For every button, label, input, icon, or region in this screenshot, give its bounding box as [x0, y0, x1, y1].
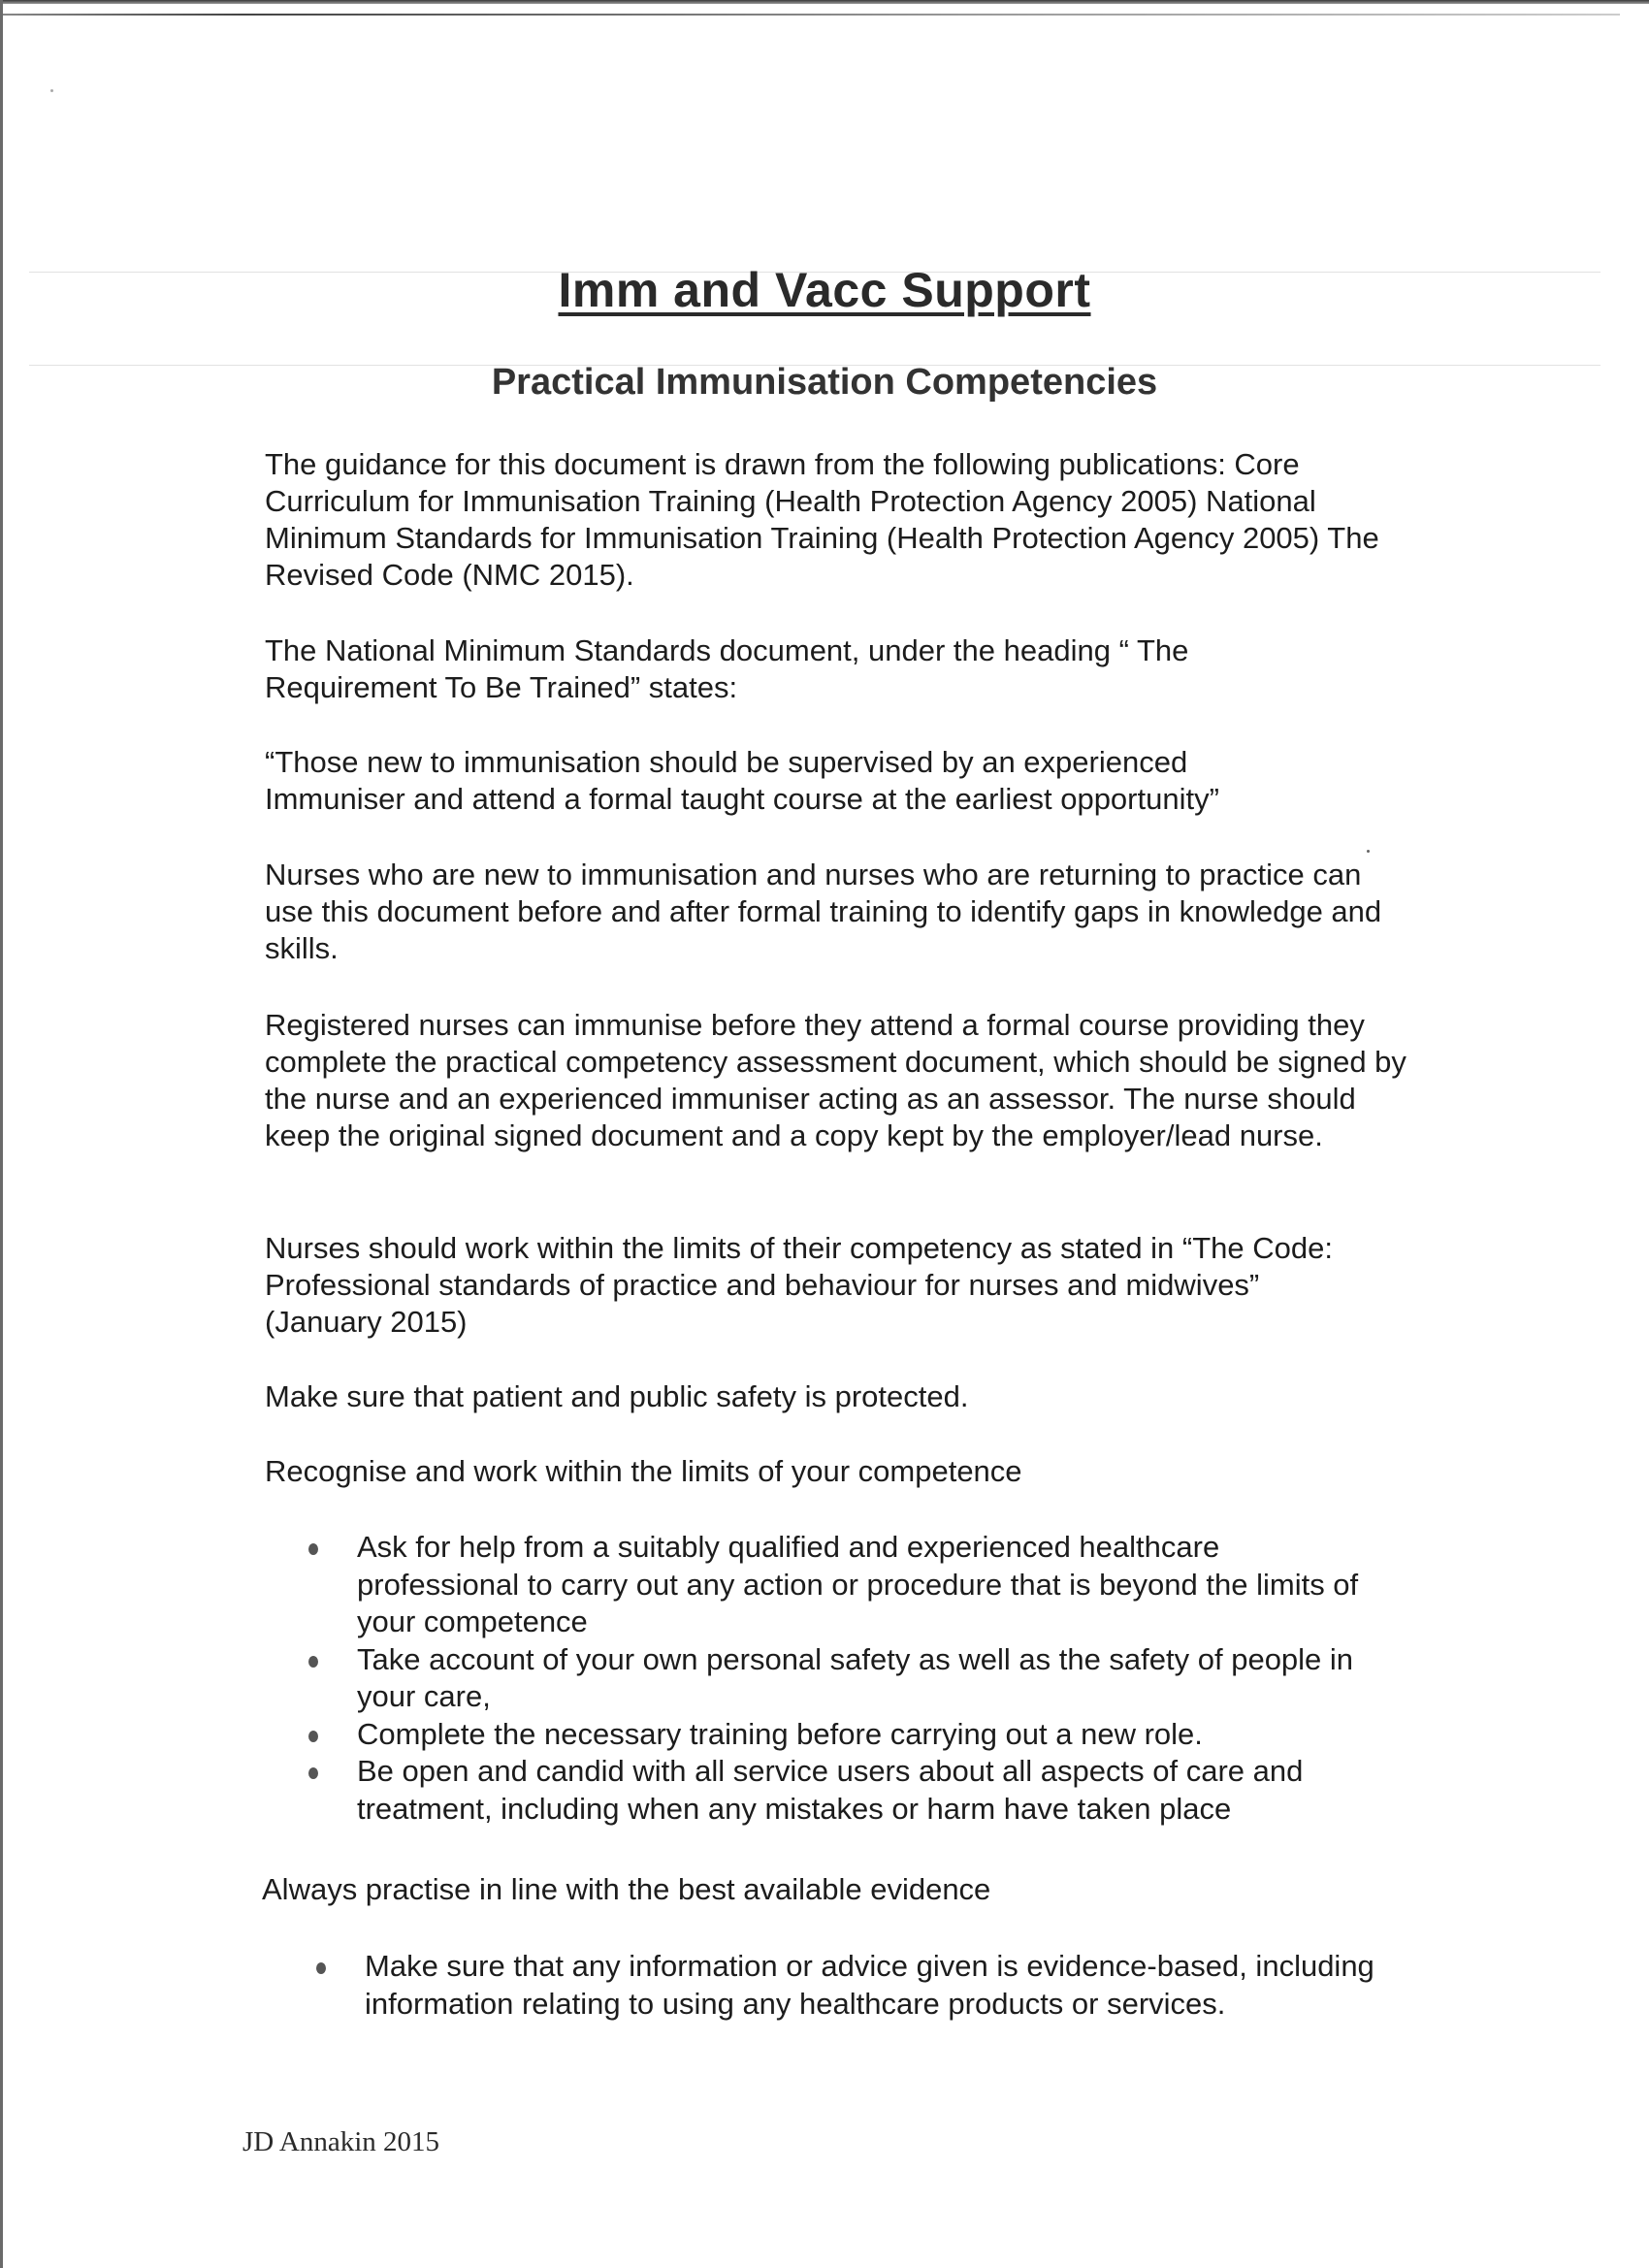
paragraph-text: Recognise and work within the limits of your competence [265, 1454, 1022, 1488]
bullet-icon [308, 1767, 318, 1779]
paragraph-guidance [265, 446, 1380, 594]
list-item-text: Make sure that any information or advice given is evidence-based, including information relating to using any healthcare products or services. [365, 1949, 1374, 2021]
bullet-icon [308, 1656, 318, 1668]
evidence-heading [262, 1871, 1406, 1908]
paragraph-competence-heading [265, 1453, 1409, 1490]
scan-speck [50, 89, 53, 92]
scan-edge-left [0, 0, 3, 2268]
competence-bullet-list [308, 1529, 1385, 1828]
evidence-bullet-list [316, 1948, 1383, 2023]
paragraph-text: “Those new to immunisation should be supervised by an experienced Immuniser and attend a formal taught course at the earliest opportunity” [265, 745, 1219, 816]
paragraph-text: The guidance for this document is drawn from the following publications: Core Curriculum for Immunisation Training (Health Protection Agency 2005) National Minimum Standards for Immunisation Training (Health Protection Agency 2005) The Revised Code (NMC 2015). [265, 447, 1379, 592]
list-item [316, 1948, 1383, 2023]
document-subtitle: Practical Immunisation Competencies [491, 362, 1158, 403]
paragraph-standards [265, 632, 1332, 706]
paragraph-safety [265, 1378, 1409, 1415]
paragraph-text: Always practise in line with the best available evidence [262, 1872, 991, 1906]
paragraph-text: Make sure that patient and public safety is protected. [265, 1379, 969, 1413]
paragraph-code [265, 1230, 1361, 1341]
list-item-text: Be open and candid with all service users about all aspects of care and treatment, including when any mistakes or harm have taken place [357, 1754, 1304, 1826]
scan-line-top [0, 14, 1620, 16]
paragraph-quote [265, 744, 1332, 818]
paragraph-text: The National Minimum Standards document, under the heading “ The Requirement To Be Trained” states: [265, 633, 1189, 704]
list-item-text: Complete the necessary training before carrying out a new role. [357, 1716, 1203, 1751]
bullet-icon [308, 1731, 318, 1742]
list-item-text: Ask for help from a suitably qualified and experienced healthcare professional to carry out any action or procedure that is beyond the limits of your competence [357, 1530, 1359, 1638]
bullet-icon [308, 1543, 318, 1555]
list-item [308, 1716, 1385, 1754]
list-item [308, 1529, 1385, 1641]
document-footer: JD Annakin 2015 [242, 2126, 439, 2157]
paragraph-new-nurses [265, 857, 1409, 967]
scan-speck [1367, 850, 1370, 853]
bullet-icon [316, 1962, 326, 1974]
list-item-text: Take account of your own personal safety as well as the safety of people in your care, [357, 1641, 1354, 1713]
paragraph-registered-nurses [265, 1007, 1409, 1154]
paragraph-text: Nurses should work within the limits of their competency as stated in “The Code: Professional standards of practice and behaviour for nurses and midwives” (January 2015) [265, 1231, 1333, 1339]
scan-edge-top [0, 0, 1649, 4]
paragraph-text: Nurses who are new to immunisation and nurses who are returning to practice can use this document before and after formal training to identify gaps in knowledge and skills. [265, 858, 1382, 965]
paragraph-text: Registered nurses can immunise before they attend a formal course providing they complete the practical competency assessment document, which should be signed by the nurse and an experienced immuniser acting as an assessor. The nurse should keep the original signed document and a copy kept by the employer/lead nurse. [265, 1008, 1406, 1152]
document-title-text: Imm and Vacc Support [558, 263, 1091, 317]
list-item [308, 1753, 1385, 1828]
list-item [308, 1641, 1385, 1716]
document-title [0, 262, 1649, 318]
